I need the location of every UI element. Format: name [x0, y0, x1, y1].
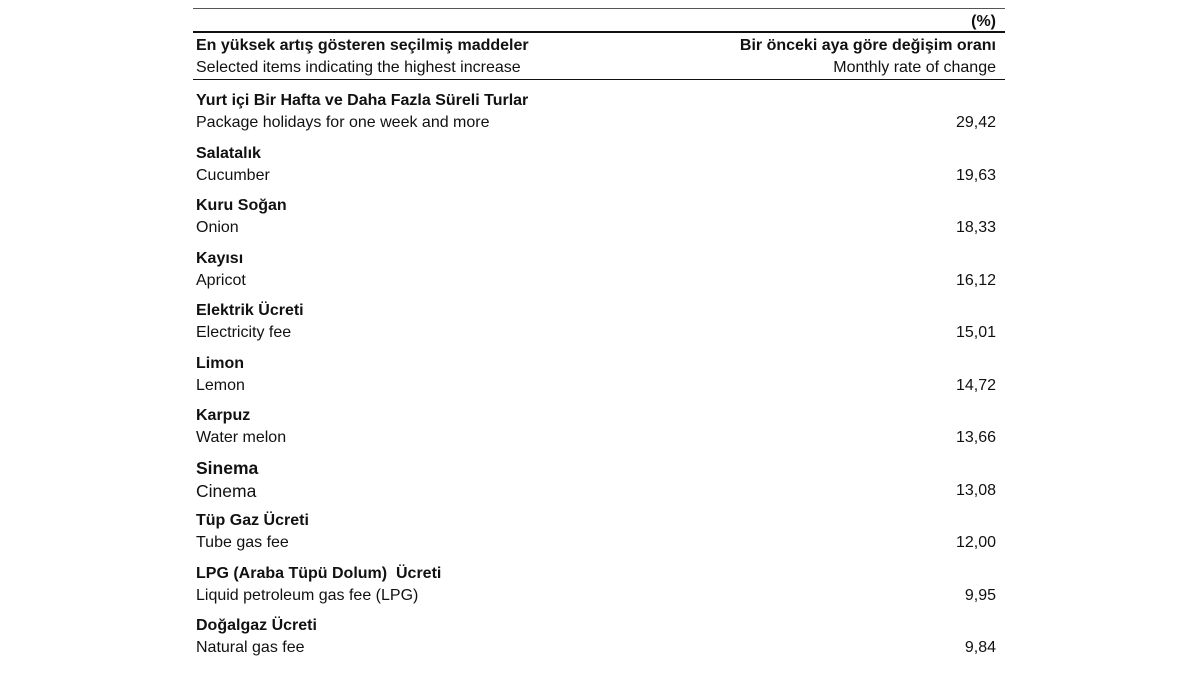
- item-value: 14,72: [955, 376, 996, 394]
- header-items-en: Selected items indicating the highest increase: [196, 59, 521, 76]
- item-name-tr: Tüp Gaz Ücreti: [196, 512, 309, 529]
- item-name-tr: Elektrik Ücreti: [196, 302, 304, 319]
- item-name-tr: LPG (Araba Tüpü Dolum) Ücreti: [196, 564, 442, 582]
- price-change-table: [193, 8, 1005, 668]
- header-change-tr: Bir önceki aya göre değişim oranı: [739, 37, 996, 54]
- table-row: [193, 143, 1005, 196]
- item-name-en: Water melon: [196, 429, 287, 446]
- table-body: [193, 80, 1005, 668]
- item-name-en: Cucumber: [196, 166, 270, 184]
- item-name-en: Electricity fee: [196, 324, 292, 341]
- table-row: [193, 300, 1005, 353]
- item-name-en: Tube gas fee: [196, 534, 289, 551]
- item-value: 16,12: [955, 271, 996, 289]
- item-name-tr: Kuru Soğan: [196, 197, 287, 214]
- item-value: 12,00: [955, 534, 996, 551]
- item-name-en: Liquid petroleum gas fee (LPG): [196, 586, 419, 604]
- item-name-tr: Kayısı: [196, 249, 244, 267]
- table-row: [193, 563, 1005, 616]
- table-row: [193, 510, 1005, 563]
- table-row: [193, 353, 1005, 406]
- table-row: [193, 615, 1005, 668]
- item-name-tr: Salatalık: [196, 144, 261, 162]
- table-header: [193, 33, 1005, 80]
- table-row: [193, 90, 1005, 143]
- item-value: 13,66: [955, 429, 996, 446]
- table-row: [193, 248, 1005, 301]
- item-value: 19,63: [955, 166, 996, 184]
- table-row: [193, 405, 1005, 458]
- item-name-en: Onion: [196, 219, 239, 236]
- unit-label: (%): [971, 13, 996, 30]
- item-name-en: Cinema: [196, 480, 257, 501]
- item-value: 9,95: [964, 586, 996, 604]
- item-name-en: Apricot: [196, 271, 246, 289]
- unit-row: [193, 9, 1005, 31]
- item-value: 29,42: [955, 114, 996, 131]
- item-value: 9,84: [964, 639, 996, 656]
- header-items-tr: En yüksek artış gösteren seçilmiş maddeler: [196, 37, 529, 54]
- header-change-en: Monthly rate of change: [833, 59, 996, 76]
- item-value: 18,33: [955, 219, 996, 236]
- item-name-en: Natural gas fee: [196, 639, 305, 656]
- table-row: [193, 195, 1005, 248]
- item-name-tr: Limon: [196, 354, 244, 372]
- item-value: 13,08: [955, 481, 996, 499]
- item-value: 15,01: [955, 324, 996, 341]
- item-name-tr: Yurt içi Bir Hafta ve Daha Fazla Süreli Turlar: [196, 92, 529, 109]
- item-name-tr: Sinema: [196, 457, 259, 478]
- table-row: [193, 458, 1005, 511]
- item-name-en: Lemon: [196, 376, 245, 394]
- item-name-tr: Doğalgaz Ücreti: [196, 617, 317, 634]
- item-name-en: Package holidays for one week and more: [196, 114, 490, 131]
- item-name-tr: Karpuz: [196, 407, 251, 424]
